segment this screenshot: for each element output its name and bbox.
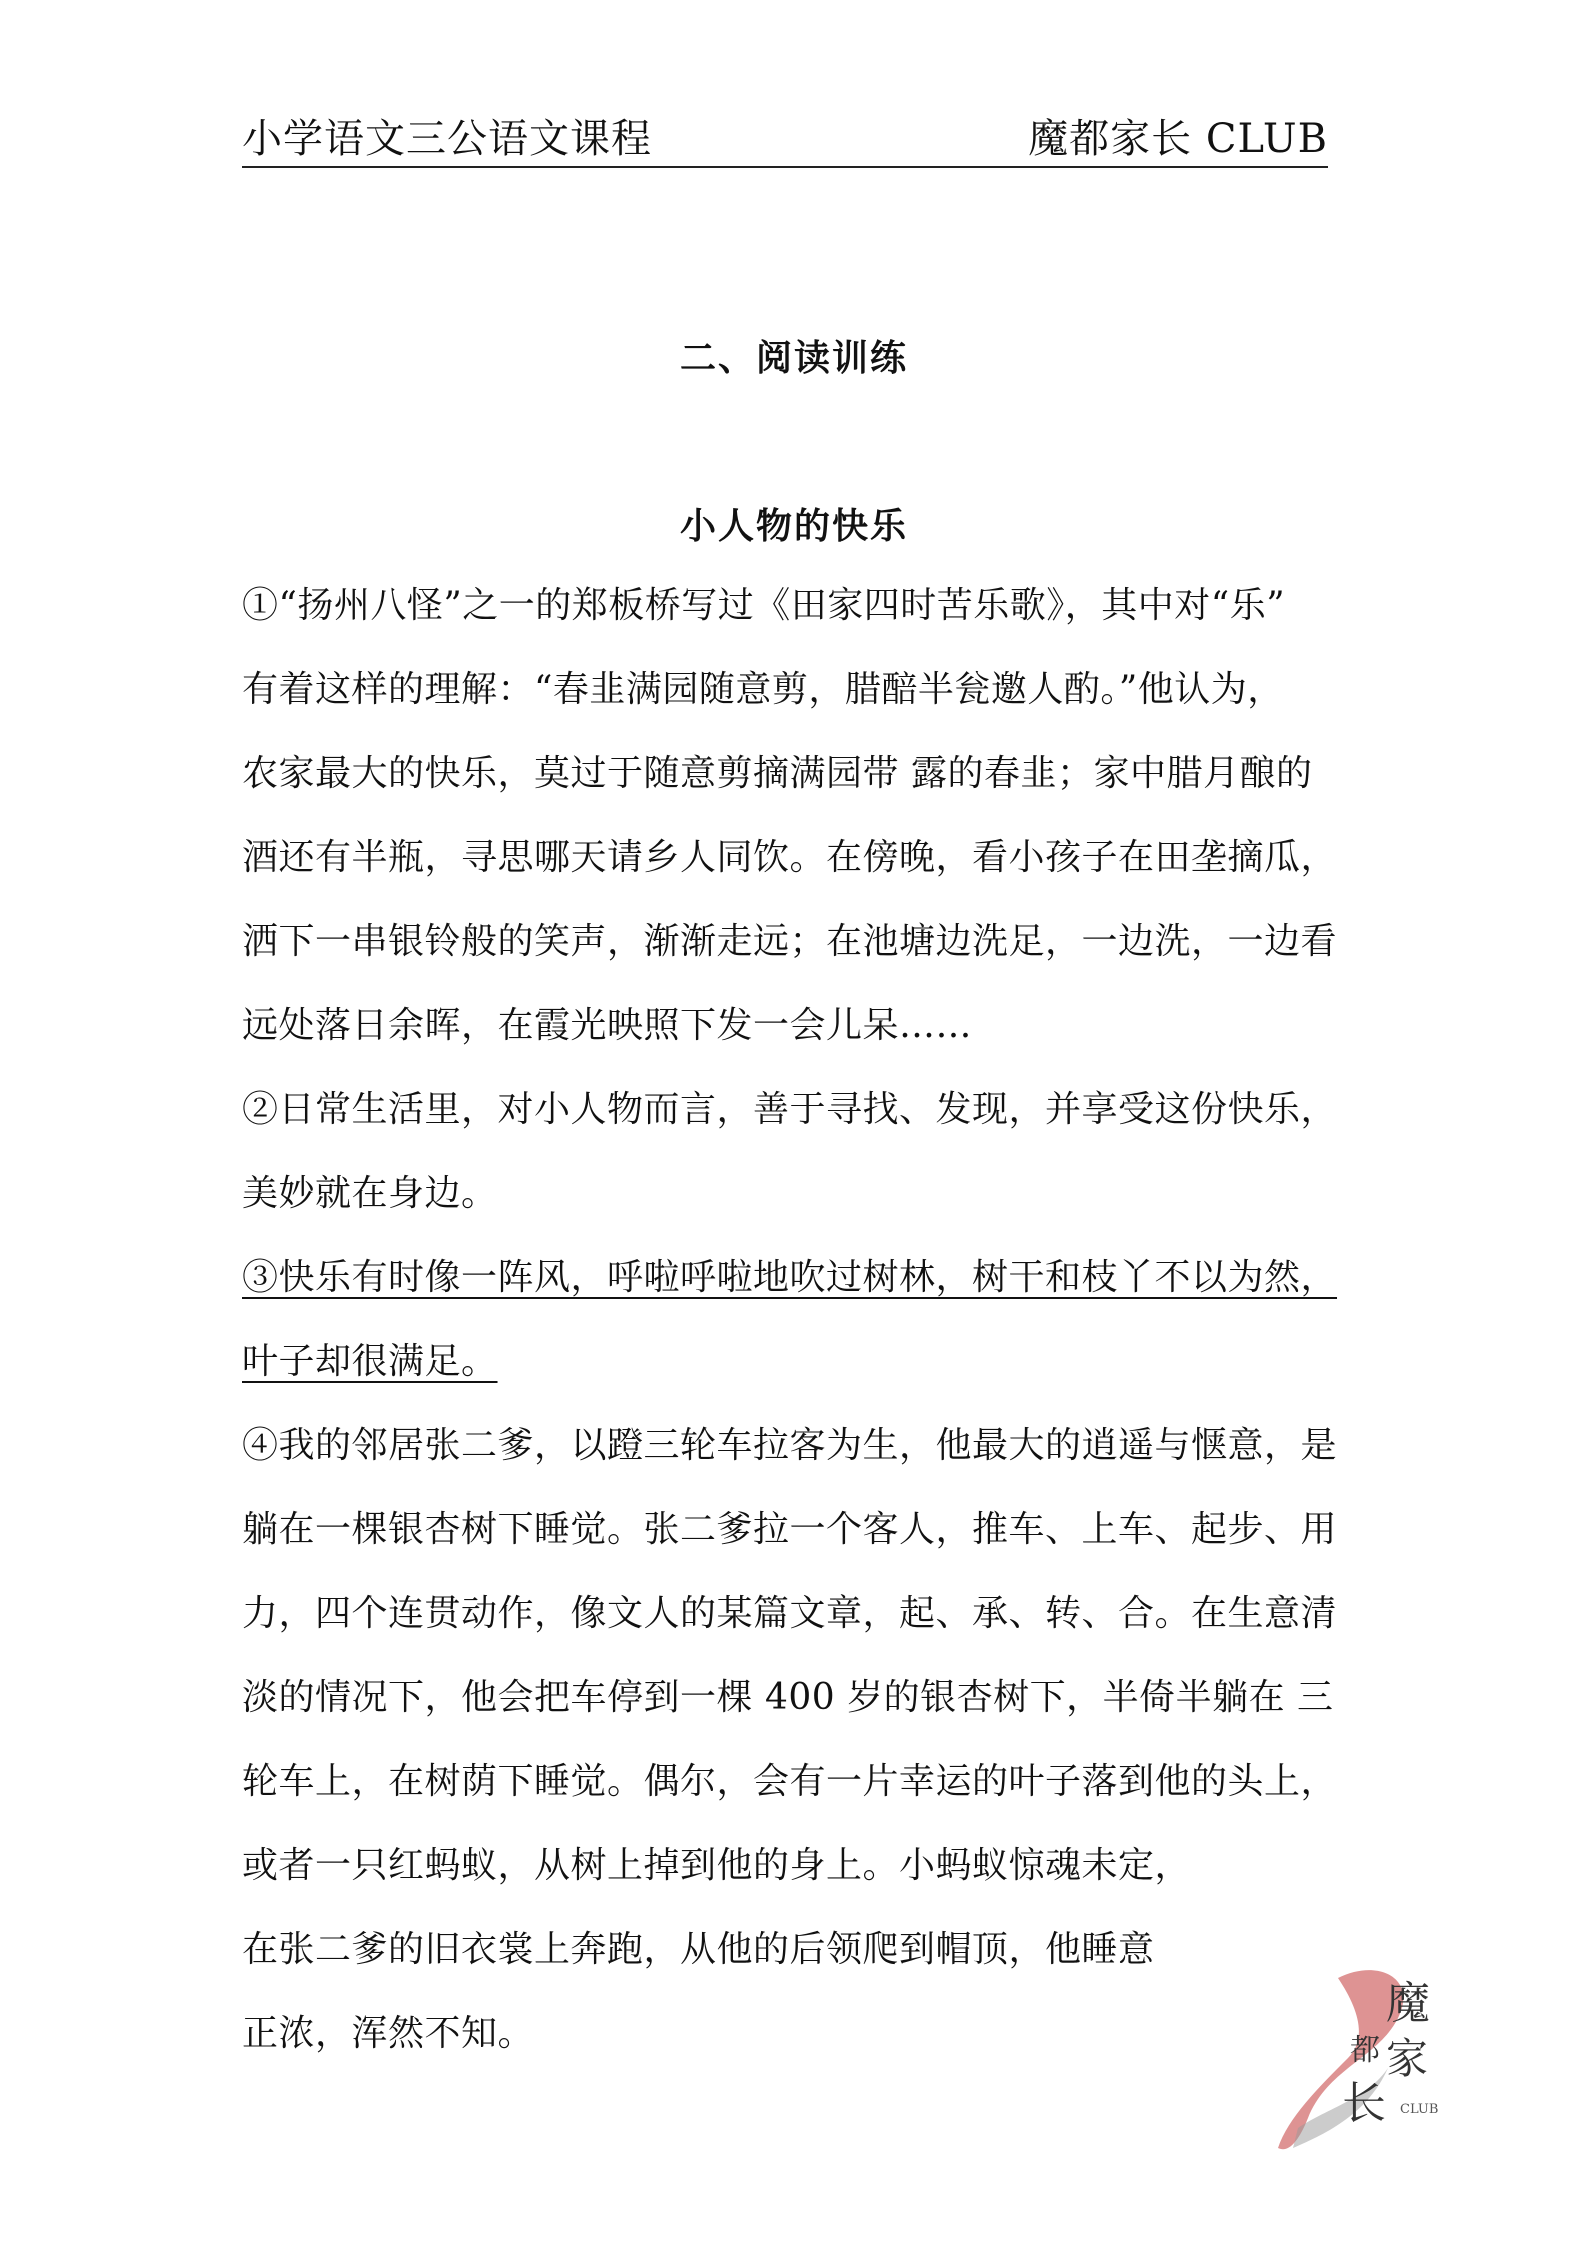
text-line: 洒下一串银铃般的笑声，渐渐走远；在池塘边洗足，一边洗，一边看 bbox=[242, 921, 1338, 962]
text-line: 农家最大的快乐，莫过于随意剪摘满园带 露的春韭；家中腊月酿的 bbox=[242, 753, 1313, 794]
text-line: 轮车上，在树荫下睡觉。偶尔，会有一片幸运的叶子落到他的头上， bbox=[242, 1761, 1338, 1802]
text-line: 远处落日余晖，在霞光映照下发一会儿呆…… bbox=[242, 1005, 973, 1046]
text-line: ①“扬州八怪”之一的郑板桥写过《田家四时苦乐歌》，其中对“乐” bbox=[242, 585, 1286, 626]
logo-char-mo: 魔 bbox=[1386, 1978, 1430, 2029]
text-line: ②日常生活里，对小人物而言，善于寻找、发现，并享受这份快乐， bbox=[242, 1089, 1338, 1130]
section-title: 二、阅读训练 bbox=[679, 337, 908, 379]
underlined-sentence: ③快乐有时像一阵风，呼啦呼啦地吹过树林，树干和枝丫不以为然， bbox=[242, 1257, 1338, 1298]
article-title: 小人物的快乐 bbox=[679, 505, 908, 547]
page-header bbox=[242, 112, 1328, 168]
logo-char-zhang: 长 bbox=[1342, 2078, 1386, 2129]
logo-char-jia: 家 bbox=[1386, 2034, 1429, 2083]
header-brand: 魔都家长 CLUB bbox=[1028, 116, 1328, 162]
text-line: 在张二爹的旧衣裳上奔跑，从他的后领爬到帽顶，他睡意 bbox=[242, 1929, 1155, 1970]
text-line: 力，四个连贯动作，像文人的某篇文章，起、承、转、合。在生意清 bbox=[242, 1593, 1338, 1634]
logo-char-du: 都 bbox=[1350, 2033, 1380, 2068]
text-line: 有着这样的理解：“春韭满园随意剪，腊醅半瓮邀人酌。”他认为， bbox=[242, 669, 1284, 710]
logo-club-text: CLUB bbox=[1400, 2102, 1439, 2117]
header-course-title: 小学语文三公语文课程 bbox=[242, 116, 652, 162]
text-line: 正浓，浑然不知。 bbox=[242, 2013, 535, 2054]
brand-logo-watermark bbox=[1268, 1948, 1468, 2168]
underlined-text-line bbox=[242, 1334, 1362, 1418]
text-line: 淡的情况下，他会把车停到一棵 400 岁的银杏树下，半倚半躺在 三 bbox=[242, 1677, 1334, 1718]
text-line: 酒还有半瓶，寻思哪天请乡人同饮。在傍晚，看小孩子在田垄摘瓜， bbox=[242, 837, 1338, 878]
text-line: 或者一只红蚂蚁，从树上掉到他的身上。小蚂蚁惊魂未定， bbox=[242, 1845, 1192, 1886]
underlined-text-line bbox=[242, 1250, 1362, 1334]
text-line: ④我的邻居张二爹，以蹬三轮车拉客为生，他最大的逍遥与惬意，是 bbox=[242, 1425, 1338, 1466]
text-line: 躺在一棵银杏树下睡觉。张二爹拉一个客人，推车、上车、起步、用 bbox=[242, 1509, 1338, 1550]
article-body bbox=[242, 578, 1362, 2090]
text-line: 美妙就在身边。 bbox=[242, 1173, 498, 1214]
underlined-sentence: 叶子却很满足。 bbox=[242, 1341, 498, 1382]
